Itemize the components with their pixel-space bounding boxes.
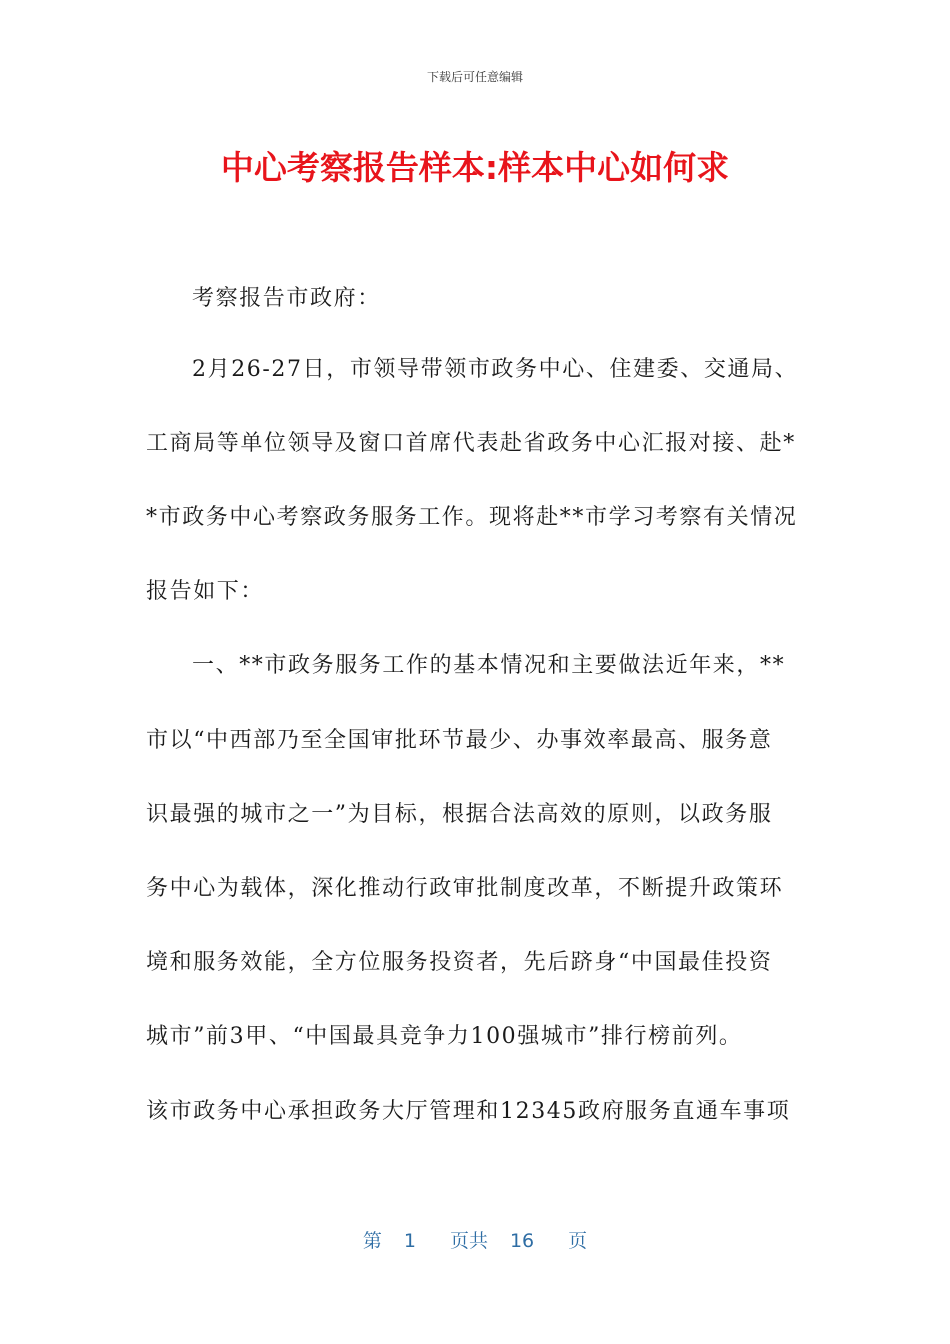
- body-line: 2月26-27日，市领导带领市政务中心、住建委、交通局、: [192, 357, 799, 382]
- body-line: 境和服务效能，全方位服务投资者，先后跻身“中国最佳投资: [146, 950, 773, 975]
- body-line: *市政务中心考察政务服务工作。现将赴**市学习考察有关情况: [146, 505, 798, 530]
- body-line: 务中心为载体，深化推动行政审批制度改革，不断提升政策环: [146, 876, 784, 901]
- footer-mid: 页共: [449, 1230, 488, 1252]
- body-line: 城市”前3甲、“中国最具竞争力100强城市”排行榜前列。: [146, 1024, 743, 1049]
- footer-prefix: 第: [362, 1230, 382, 1252]
- footer-page-number: 1: [403, 1230, 416, 1252]
- footer-suffix: 页: [568, 1230, 588, 1252]
- body-line: 报告如下：: [146, 579, 265, 604]
- body-line: 考察报告市政府：: [192, 286, 381, 311]
- body-line: 该市政务中心承担政务大厅管理和12345政府服务直通车事项: [146, 1099, 791, 1124]
- body-line: 市以“中西部乃至全国审批环节最少、办事效率最高、服务意: [146, 728, 773, 753]
- footer-total-pages: 16: [509, 1230, 535, 1252]
- document-title: 中心考察报告样本:样本中心如何求: [220, 148, 730, 187]
- body-line: 一、**市政务服务工作的基本情况和主要做法近年来，**: [192, 653, 786, 678]
- page-footer: [0, 1226, 950, 1253]
- header-note: 下载后可任意编辑: [426, 70, 523, 84]
- body-line: 工商局等单位领导及窗口首席代表赴省政务中心汇报对接、赴*: [146, 431, 796, 456]
- body-line: 识最强的城市之一”为目标，根据合法高效的原则，以政务服: [146, 802, 773, 827]
